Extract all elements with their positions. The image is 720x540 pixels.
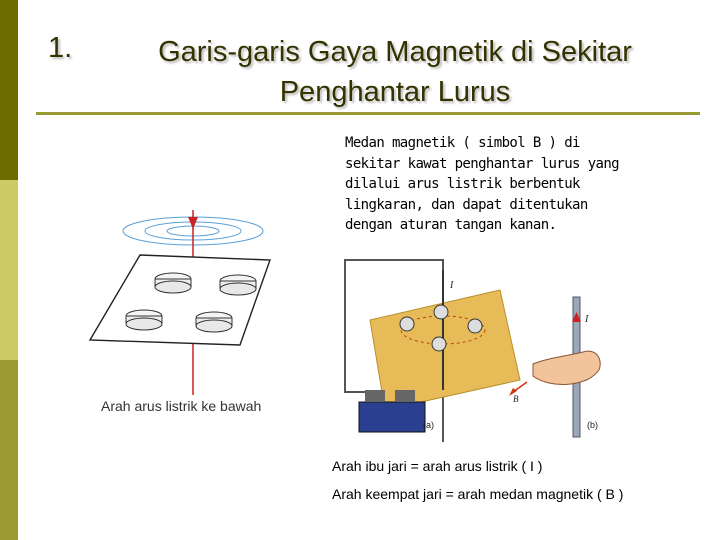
wire-compass-figure bbox=[80, 195, 280, 425]
label-a: (a) bbox=[423, 420, 434, 430]
title-underline bbox=[36, 112, 700, 115]
plane-sheet bbox=[90, 255, 270, 345]
title-line-2: Penghantar Lurus bbox=[279, 76, 511, 108]
label-current-a: I bbox=[450, 280, 454, 291]
compass-icon bbox=[155, 273, 191, 293]
slide-number: 1. bbox=[48, 32, 73, 64]
description-line: sekitar kawat penghantar lurus yang bbox=[345, 155, 620, 172]
label-current-b: I bbox=[585, 314, 589, 325]
side-bar-bottom bbox=[0, 360, 18, 540]
side-bar-top bbox=[0, 0, 18, 180]
right-hand-icon bbox=[533, 351, 600, 384]
label-b: (b) bbox=[587, 420, 598, 430]
slide-title bbox=[100, 32, 690, 112]
description-line: lingkaran, dan dapat ditentukan bbox=[345, 196, 588, 213]
current-arrow-icon bbox=[188, 217, 198, 229]
compass-icon bbox=[196, 312, 232, 332]
title-line-1: Garis-garis Gaya Magnetik di Sekitar bbox=[158, 36, 632, 68]
label-field: B bbox=[513, 394, 519, 404]
right-hand-rule-figure bbox=[335, 252, 715, 447]
rule-thumb-line: Arah ibu jari = arah arus listrik ( I ) bbox=[332, 458, 543, 474]
side-bar-middle bbox=[0, 180, 18, 360]
description-text bbox=[345, 133, 675, 236]
description-line: Medan magnetik ( simbol B ) di bbox=[345, 135, 580, 151]
left-figure-caption: Arah arus listrik ke bawah bbox=[101, 398, 262, 414]
compass-icon bbox=[220, 275, 256, 295]
rule-fingers-line: Arah keempat jari = arah medan magnetik ( B ) bbox=[332, 486, 624, 502]
compass-icon bbox=[126, 310, 162, 330]
description-line: dengan aturan tangan kanan. bbox=[345, 217, 557, 233]
description-line: dilalui arus listrik berbentuk bbox=[345, 176, 580, 192]
